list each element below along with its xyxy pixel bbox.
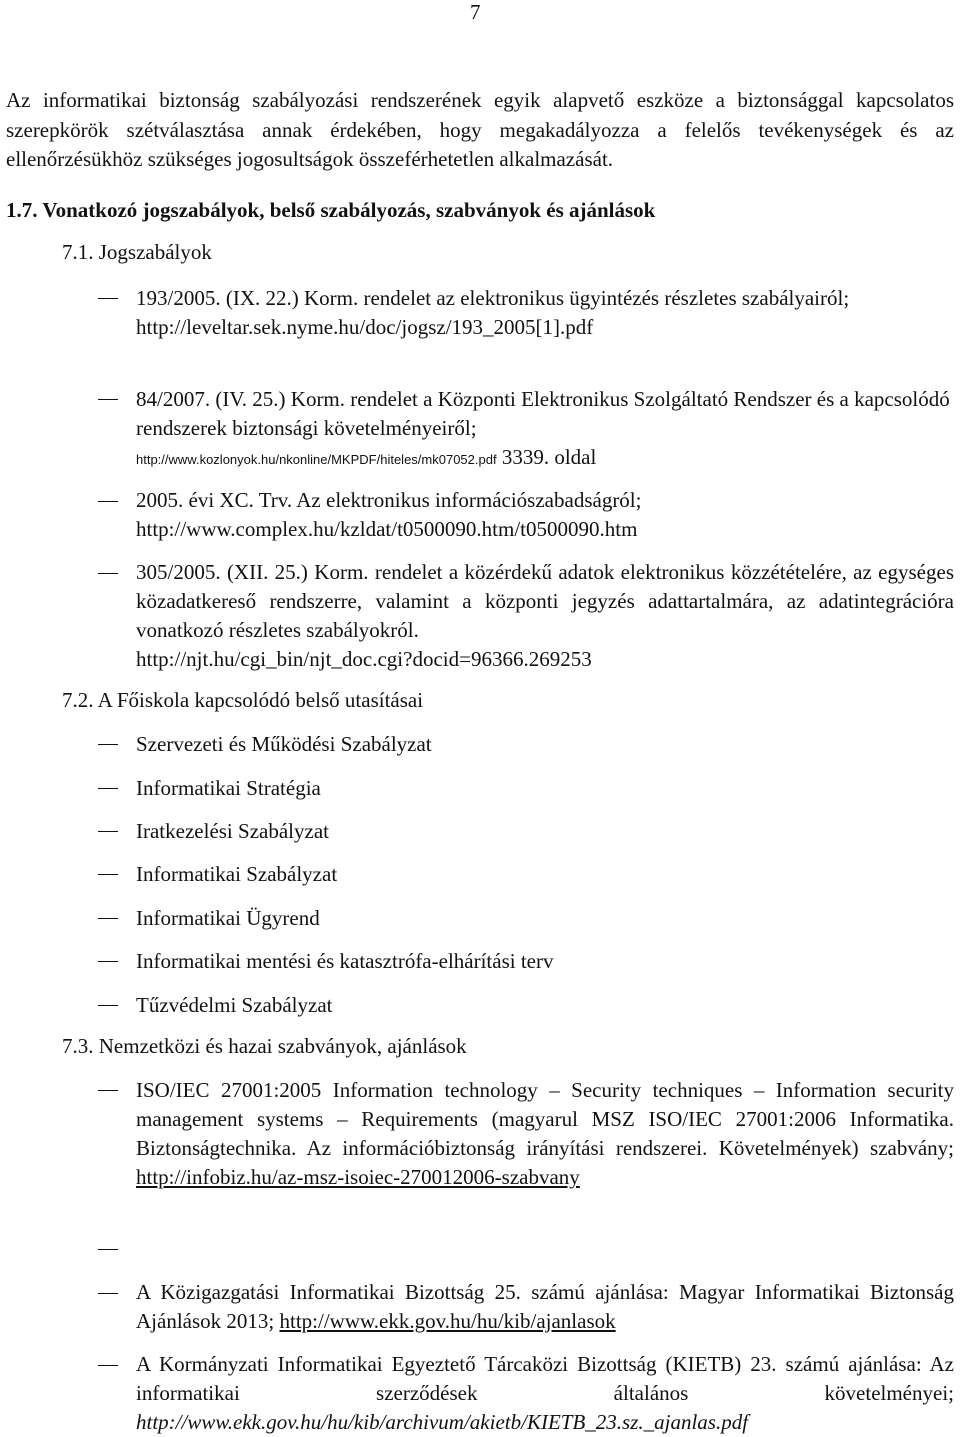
subsection-title-belso-utasitasok: 7.2. A Főiskola kapcsolódó belső utasításai <box>62 688 424 712</box>
dash-bullet-empty <box>98 1249 118 1250</box>
list-item: Szervezeti és Működési Szabályzat <box>136 732 432 756</box>
list-item <box>136 1278 954 1336</box>
dash-bullet <box>98 874 118 875</box>
dash-bullet <box>98 744 118 745</box>
list-item: Informatikai mentési és katasztrófa-elhárítási terv <box>136 949 554 973</box>
dash-bullet <box>98 961 118 962</box>
item-text: A Közigazgatási Informatikai Bizottság 25. számú ajánlása: Magyar Informatikai Biztonság Ajánlások 2013; <box>136 1280 954 1333</box>
item-url[interactable]: http://njt.hu/cgi_bin/njt_doc.cgi?docid=96366.269253 <box>136 647 592 671</box>
item-text: ISO/IEC 27001:2005 Information technology – Security techniques – Information security management systems – Requirements (magyarul MSZ ISO/IEC 27001:2006 Informatika. Biztonságtechnika. Az információbiztonság irányítási rendszerei. Követelmények) szabvány; <box>136 1078 954 1160</box>
list-item: Informatikai Stratégia <box>136 776 321 800</box>
list-item: Tűzvédelmi Szabályzat <box>136 993 333 1017</box>
dash-bullet <box>98 1293 118 1294</box>
dash-bullet <box>98 298 118 299</box>
list-item: Informatikai Ügyrend <box>136 906 320 930</box>
item-text: 193/2005. (IX. 22.) Korm. rendelet az elektronikus ügyintézés részletes szabályairól; <box>136 286 850 310</box>
item-url[interactable]: http://leveltar.sek.nyme.hu/doc/jogsz/193_2005[1].pdf <box>136 315 594 339</box>
list-item <box>136 1076 954 1192</box>
list-item <box>136 558 954 674</box>
item-page: 3339 <box>501 445 544 469</box>
item-text: 2005. évi XC. Trv. Az elektronikus információszabadságról; <box>136 488 642 512</box>
item-page-suffix: . oldal <box>543 445 597 469</box>
item-text: 84/2007. (IV. 25.) Korm. rendelet a Központi Elektronikus Szolgáltató Rendszer és a kapcsolódó rendszerek biztonsági követelményeiről; <box>136 387 950 440</box>
item-url[interactable]: http://infobiz.hu/az-msz-isoiec-270012006-szabvany <box>136 1165 580 1189</box>
section-heading: 1.7. Vonatkozó jogszabályok, belső szabályozás, szabványok és ajánlások <box>6 198 656 222</box>
intro-paragraph: Az informatikai biztonság szabályozási rendszerének egyik alapvető eszköze a biztonsággal kapcsolatos szerepkörök szétválasztása annak érdekében, hogy megakadályozza a felelős tevékenységek és az ellenőrzésükhöz szükséges jogosultságok összeférhetetlen alkalmazását. <box>6 88 954 171</box>
dash-bullet <box>98 1365 118 1366</box>
dash-bullet <box>98 399 118 400</box>
subsection-title-szabvanyok: 7.3. Nemzetközi és hazai szabványok, ajánlások <box>62 1034 467 1058</box>
dash-bullet <box>98 831 118 832</box>
item-text: 305/2005. (XII. 25.) Korm. rendelet a közérdekű adatok elektronikus közzétételére, az egységes közadatkereső rendszerre, valamint a központi jegyzés adattartalmára, az adatintegrációra vonatkozó részletes szabályokról. <box>136 560 954 642</box>
dash-bullet <box>98 788 118 789</box>
list-item: Informatikai Szabályzat <box>136 862 338 886</box>
list-item: Iratkezelési Szabályzat <box>136 819 329 843</box>
item-url[interactable]: http://www.kozlonyok.hu/nkonline/MKPDF/hiteles/mk07052.pdf <box>136 452 497 467</box>
list-item <box>136 284 954 342</box>
list-item <box>136 1350 954 1437</box>
list-item <box>136 385 954 474</box>
page-number: 7 <box>470 0 481 24</box>
item-url[interactable]: http://www.ekk.gov.hu/hu/kib/archivum/akietb/KIETB_23.sz._ajanlas.pdf <box>136 1410 749 1434</box>
dash-bullet <box>98 918 118 919</box>
dash-bullet <box>98 573 118 574</box>
item-url[interactable]: http://www.ekk.gov.hu/hu/kib/ajanlasok <box>279 1309 616 1333</box>
dash-bullet <box>98 1090 118 1091</box>
dash-bullet <box>98 501 118 502</box>
dash-bullet <box>98 1005 118 1006</box>
item-text: A Kormányzati Informatikai Egyeztető Tárcaközi Bizottság (KIETB) 23. számú ajánlása: Az informatikai szerződések általános követelményei; <box>136 1352 954 1405</box>
list-item <box>136 486 954 544</box>
subsection-title-jogszabalyok: 7.1. Jogszabályok <box>62 240 212 264</box>
item-url[interactable]: http://www.complex.hu/kzldat/t0500090.htm/t0500090.htm <box>136 517 638 541</box>
